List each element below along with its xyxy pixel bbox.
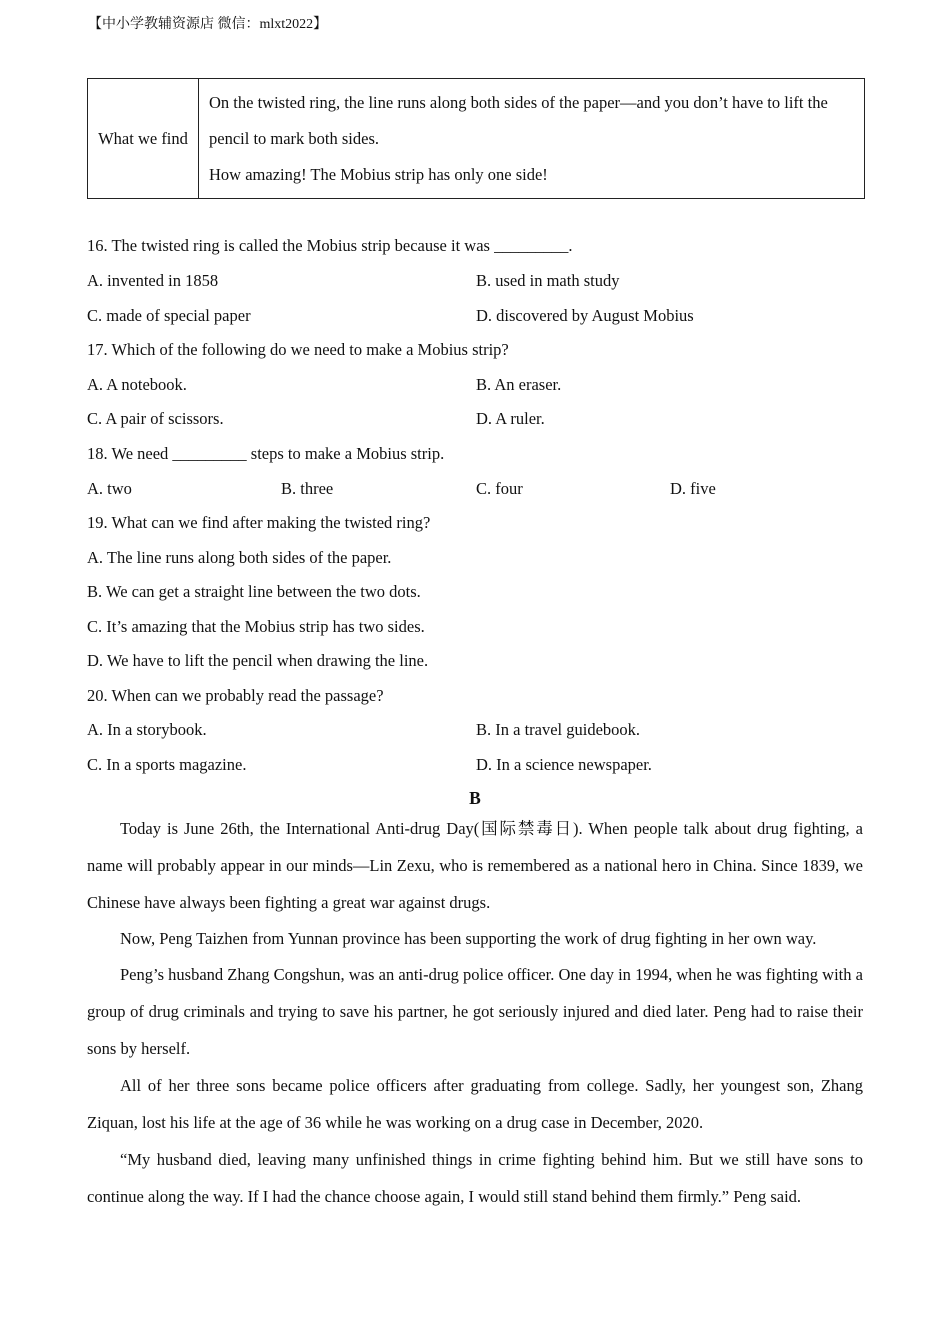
question-20-option-b: B. In a travel guidebook. — [476, 720, 641, 739]
table-content-line1: On the twisted ring, the line runs along both sides of the paper—and you don’t have to lift the pencil to mark both sides. — [209, 92, 828, 148]
question-16-option-c: C. made of special paper — [87, 306, 251, 325]
question-16-option-a: A. invented in 1858 — [87, 271, 219, 290]
question-20-option-d: D. In a science newspaper. — [476, 755, 652, 774]
section-b-title: B — [469, 788, 481, 808]
what-we-find-table — [87, 78, 865, 199]
table-content-line2: How amazing! The Mobius strip has only one side! — [209, 164, 548, 184]
question-19-stem: 19. What can we find after making the twisted ring? — [87, 513, 431, 532]
question-16-option-d: D. discovered by August Mobius — [476, 306, 694, 325]
question-18-option-c: C. four — [476, 479, 523, 498]
passage-paragraph-1: Today is June 26th, the International Anti-drug Day(国际禁毒日). When people talk about drug fighting, a name will probably appear in our minds—Lin Zexu, who is remembered as a national hero in China. Since 1839, we Chinese have always been fighting a great war against drugs. — [87, 819, 863, 912]
passage-paragraph-3: Peng’s husband Zhang Congshun, was an anti-drug police officer. One day in 1994, when he was fighting with a group of drug criminals and trying to save his partner, he got seriously injured and died later. Peng had to raise their sons by herself. — [87, 965, 863, 1058]
passage-paragraph-5: “My husband died, leaving many unfinished things in crime fighting behind him. But we still have sons to continue along the way. If I had the chance choose again, I would still stand behind them firmly.” Peng said. — [87, 1150, 863, 1206]
question-17-option-c: C. A pair of scissors. — [87, 409, 224, 428]
section-b-passage — [87, 810, 863, 1215]
page-header: 【中小学教辅资源店 微信：mlxt2022】 — [88, 17, 328, 32]
question-16-option-b: B. used in math study — [476, 271, 620, 290]
question-17-option-a: A. A notebook. — [87, 375, 187, 394]
table-content-cell — [199, 79, 865, 199]
passage-paragraph-4: All of her three sons became police officers after graduating from college. Sadly, her youngest son, Zhang Ziquan, lost his life at the age of 36 while he was working on a drug case in December, 2020. — [87, 1076, 863, 1132]
passage-paragraph-2: Now, Peng Taizhen from Yunnan province has been supporting the work of drug fighting in her own way. — [120, 929, 817, 948]
question-20-stem: 20. When can we probably read the passage? — [87, 686, 384, 705]
question-20-option-c: C. In a sports magazine. — [87, 755, 247, 774]
question-18-stem: 18. We need _________ steps to make a Mobius strip. — [87, 444, 445, 463]
question-17-option-b: B. An eraser. — [476, 375, 562, 394]
question-19-option-a: A. The line runs along both sides of the paper. — [87, 548, 392, 567]
question-16-stem: 16. The twisted ring is called the Mobius strip because it was _________. — [87, 236, 573, 255]
question-20-option-a: A. In a storybook. — [87, 720, 207, 739]
question-19-option-c: C. It’s amazing that the Mobius strip has two sides. — [87, 617, 425, 636]
question-18-option-a: A. two — [87, 479, 132, 498]
question-18-option-d: D. five — [670, 479, 716, 498]
question-19-option-b: B. We can get a straight line between the two dots. — [87, 582, 421, 601]
question-18-option-b: B. three — [281, 479, 334, 498]
question-17-stem: 17. Which of the following do we need to make a Mobius strip? — [87, 340, 509, 359]
question-17-option-d: D. A ruler. — [476, 409, 545, 428]
table-label-cell: What we find — [88, 79, 199, 199]
question-19-option-d: D. We have to lift the pencil when drawing the line. — [87, 651, 429, 670]
